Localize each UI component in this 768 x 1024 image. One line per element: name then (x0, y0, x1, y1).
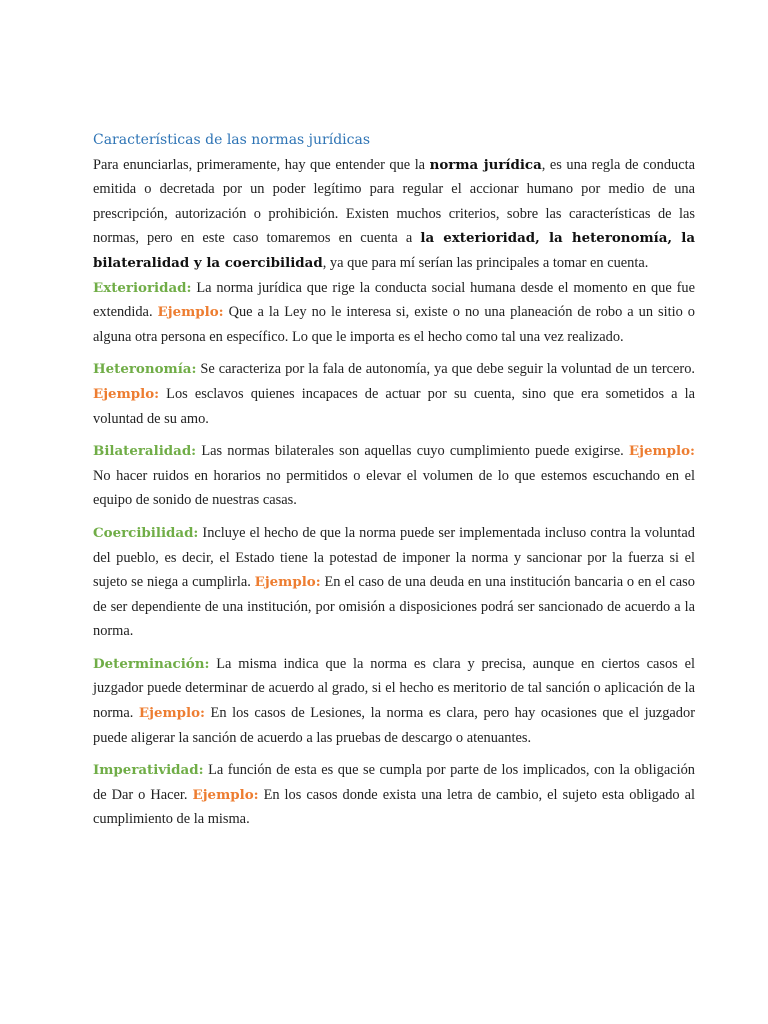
intro-text-3: , ya que para mí serían las principales a tomar en cuenta. (322, 254, 649, 271)
item-example: En los casos donde exista una letra de cambio, el sujeto esta obligado al cumplimiento de la misma. (93, 786, 696, 828)
item-example: Los esclavos quienes incapaces de actuar por su cuenta, sino que era sometidos a la voluntad de su amo. (93, 385, 695, 427)
item-term: Bilateralidad: (93, 443, 197, 460)
item-paragraph-coercibilidad (93, 521, 695, 644)
item-paragraph-bilateralidad (93, 439, 695, 513)
item-paragraph-determinacion (93, 652, 695, 750)
example-label: Ejemplo: (254, 574, 321, 591)
item-text: La función de esta es que se cumpla por parte de los implicados, con la obligación de Dar o Hacer. (93, 762, 695, 803)
item-term: Determinación: (93, 655, 210, 672)
item-paragraph-heteronomia (93, 357, 695, 431)
example-label: Ejemplo: (628, 443, 695, 460)
item-example: Que a la Ley no le interesa si, existe o no una planeación de robo a un sitio o alguna otra persona en específico. Lo que le importa es el hecho como tal una vez realizado. (93, 304, 695, 345)
intro-text-1: Para enunciarlas, primeramente, hay que entender que la (93, 156, 430, 173)
item-term: Imperatividad: (93, 762, 204, 779)
item-example: No hacer ruidos en horarios no permitidos o elevar el volumen de lo que estemos escuchando en el equipo de sonido de nuestras casas. (93, 467, 695, 509)
example-label: Ejemplo: (138, 705, 205, 722)
item-term: Coercibilidad: (93, 524, 199, 541)
intro-paragraph (93, 153, 695, 276)
item-paragraph-exterioridad (93, 276, 695, 350)
item-example: En el caso de una deuda en una institución bancaria o en el caso de ser dependiente de una institución, por omisión a disposiciones podrá ser sancionado de acuerdo a la norma. (93, 574, 695, 640)
item-text: La misma indica que la norma es clara y precisa, aunque en ciertos casos el juzgador puede determinar de acuerdo al grado, si el hecho es meritorio de tal sanción o aplicación de la norma. (93, 655, 695, 722)
item-term: Heteronomía: (93, 361, 197, 378)
item-paragraph-imperatividad (93, 758, 695, 832)
intro-bold-2: la exterioridad, la heteronomía, la bilateralidad y la coercibilidad (93, 230, 695, 271)
item-example: En los casos de Lesiones, la norma es clara, pero hay ocasiones que el juzgador puede aligerar la sanción de acuerdo a las pruebas de descargo o atenuantes. (93, 705, 695, 746)
intro-bold-1: norma jurídica (429, 156, 542, 173)
item-term: Exterioridad: (93, 279, 192, 296)
document-title: Características de las normas jurídicas (93, 132, 371, 148)
item-text: La norma jurídica que rige la conducta social humana desde el momento en que fue extendida. (93, 279, 695, 321)
item-text: Incluye el hecho de que la norma puede ser implementada incluso contra la voluntad del pueblo, es decir, el Estado tiene la potestad de imponer la norma y sancionar por la fuerza si el sujeto se niega a cumplirla. (93, 524, 695, 591)
item-text: Se caracteriza por la fala de autonomía, ya que debe seguir la voluntad de un tercero. (196, 361, 695, 378)
example-label: Ejemplo: (192, 786, 259, 803)
example-label: Ejemplo: (157, 304, 224, 321)
example-label: Ejemplo: (93, 385, 160, 402)
document-page (93, 128, 695, 832)
intro-text-2: , es una regla de conducta emitida o decretada por un poder legítimo para regular el accionar humano por medio de una prescripción, autorización o prohibición. Existen muchos criterios, sobre las características de las normas, pero en este caso tomaremos en cuenta a (93, 156, 695, 247)
item-text: Las normas bilaterales son aquellas cuyo cumplimiento puede exigirse. (196, 443, 629, 460)
